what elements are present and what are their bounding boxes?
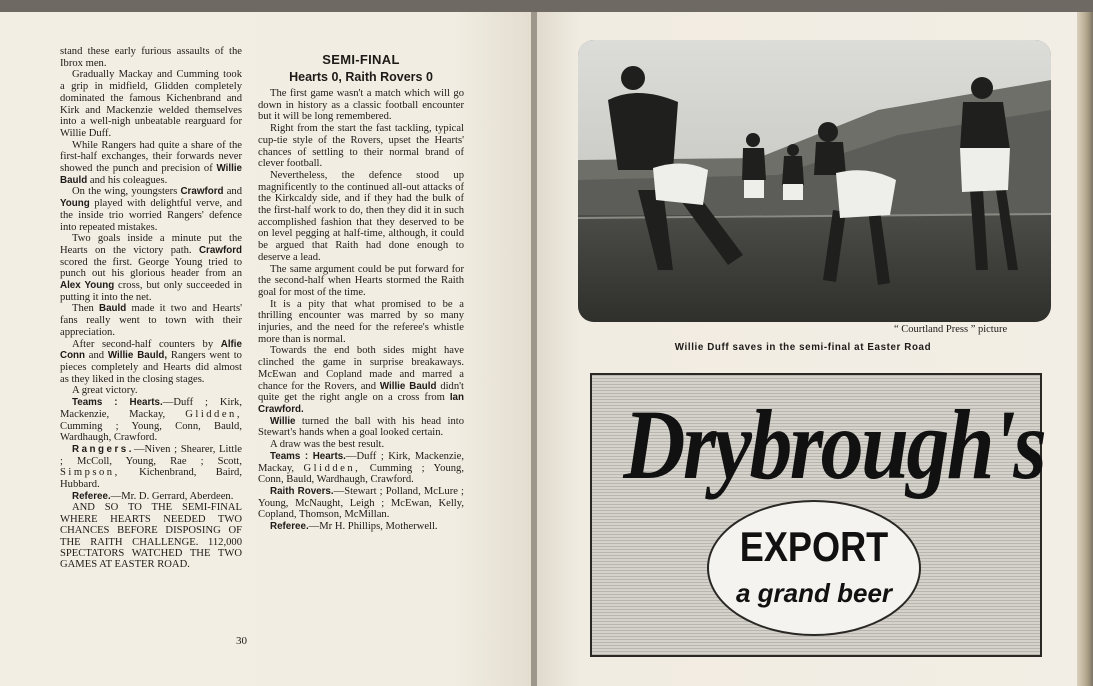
player-name: Glidden, <box>303 462 361 474</box>
teams-line <box>258 451 464 486</box>
player-name: Glidden, <box>185 408 242 420</box>
paragraph <box>60 186 242 233</box>
text: Two goals inside a minute put the Hearts on the victory path. <box>60 233 242 256</box>
player-name: Alex Young <box>60 280 115 292</box>
paragraph <box>258 345 464 415</box>
player-name: Alfie Conn <box>60 338 242 362</box>
player-name: Willie Bauld <box>379 380 437 392</box>
team-name: Hearts. <box>312 450 346 462</box>
paragraph: A great victory. <box>72 385 138 397</box>
label: Referee. <box>72 490 111 502</box>
paragraph: The first game wasn't a match which will go down in history as a classic football encounter but it will be long remembered. <box>258 88 464 123</box>
photo-caption: Willie Duff saves in the semi-final at Easter Road <box>674 342 932 353</box>
player-name: Ian Crawford. <box>258 392 464 415</box>
player-name: Crawford <box>180 186 224 198</box>
paragraph: It is a pity that what promised to be a thrilling encounter was marred by so many injuries, and the need for the referee's whistle more than is normal. <box>258 298 464 345</box>
paragraph <box>258 416 464 439</box>
player-name: Bauld <box>99 303 127 315</box>
paragraph <box>60 303 242 338</box>
paragraph: AND SO TO THE SEMI-FINAL WHERE HEARTS NEEDED TWO CHANCES BEFORE DISPOSING OF THE RAITH CHALLENGE. 112,000 SPECTATORS WATCHED THE TWO GAMES AT EASTER ROAD. <box>60 502 242 571</box>
paragraph <box>60 339 242 386</box>
page-edge <box>1077 12 1093 686</box>
teams-line <box>60 397 242 444</box>
text: On the wing, youngsters <box>72 186 178 198</box>
paragraph <box>60 233 242 303</box>
player-name: Willie Bauld <box>60 163 242 186</box>
paragraph: Nevertheless, the defence stood up magnificently to the continued all-out attacks of the Kirkcaldy side, and if they had the bulk of the first-half work to do, then they did it in such accomplished fashion that they deserved to be on level pegging at half-time, although, it could be argued that Raith had done enough to deserve a lead. <box>258 169 464 263</box>
match-result: Hearts 0, Raith Rovers 0 <box>289 70 433 84</box>
paragraph: Gradually Mackay and Cumming took a grip in midfield, Glidden completely dominated the famous Kichenbrand and Kirk and Mackenzie welded themselves into a well-nigh unbeatable rearguard for Willie Duff. <box>60 69 242 139</box>
text: —Duff ; Kirk, Mackenzie, Mackay, <box>258 450 464 474</box>
paragraph <box>60 140 242 187</box>
text: —Stewart ; Polland, McLure ; Young, McNaught, Leigh ; McEwan, Kelly, Copland, Thomson, McMillan. <box>258 485 464 521</box>
product-oval <box>707 500 921 636</box>
player-name: Crawford <box>198 244 242 256</box>
text: —Mr H. Phillips, Motherwell. <box>308 521 438 533</box>
team-name: Rangers. <box>72 443 134 455</box>
page-number: 30 <box>236 635 247 647</box>
text: Towards the end both sides might have clinched the game in surprise breakaways. McEwan and Copland made and marred a chance for the Rovers, and <box>258 345 464 392</box>
label: Teams : <box>72 397 118 409</box>
text: Kichenbrand, Baird, Hubbard. <box>60 467 242 491</box>
label: Teams : <box>270 450 309 462</box>
text: —Duff ; Kirk, Mackenzie, Mackay, <box>60 397 242 420</box>
paragraph: The same argument could be put forward for the second-half when Hearts stormed the Raith goal for most of the time. <box>258 263 464 298</box>
football-scene-illustration <box>578 40 1051 322</box>
match-photo <box>578 40 1051 322</box>
article-column-1 <box>60 46 242 571</box>
brand-logo: Drybrough's <box>623 389 1045 500</box>
paragraph: A draw was the best result. <box>270 439 385 451</box>
text: and <box>226 186 243 198</box>
team-name: Hearts. <box>129 397 163 409</box>
paragraph: stand these early furious assaults of the Ibrox men. <box>60 46 242 69</box>
article-column-2 <box>258 88 464 533</box>
text: After second-half counters by <box>72 338 214 350</box>
text: played with delightful verve, and the inside trio worried Rangers' defence into repeated mistakes. <box>60 198 243 233</box>
text: and his coleagues. <box>89 174 168 186</box>
referee-line <box>258 521 464 533</box>
teams-line <box>60 444 242 491</box>
text: Rangers went to pieces completely and Hearts did almost as they liked in the closing stages. <box>60 350 242 385</box>
section-title: SEMI-FINAL <box>322 52 400 67</box>
beer-advertisement <box>590 373 1045 657</box>
player-name: Willie <box>270 415 296 427</box>
label: Referee. <box>270 521 309 533</box>
teams-line <box>258 486 464 521</box>
text: Cumming ; Young, Conn, Bauld, Wardhaugh, Crawford. <box>60 420 242 444</box>
product-name: EXPORT <box>739 523 889 570</box>
player-name: Simpson, <box>60 467 120 479</box>
text: —Mr. D. Gerrard, Aberdeen. <box>110 490 234 502</box>
photo-credit: “ Courtland Press ” picture <box>894 324 1008 335</box>
player-name: Willie Bauld, <box>107 350 168 362</box>
text: didn't quite get the right angle on a cross from <box>258 380 464 404</box>
tagline: a grand beer <box>735 578 893 608</box>
player-name: Young <box>60 198 90 210</box>
text: While Rangers had quite a share of the first-half exchanges, their forwards never showed the punch and precision of <box>60 139 242 175</box>
text: cross, but only succeeded in putting it into the net. <box>60 280 242 303</box>
text: scored the first. George Young tried to punch out his glorious header from an <box>60 256 242 280</box>
text: made it two and Hearts' fans really went to town with their appreciation. <box>60 303 242 338</box>
paragraph: Right from the start the fast tackling, typical cup-tie style of the Rovers, upset the Hearts' chances of settling to their normal brand of clever football. <box>258 123 464 170</box>
text: —Niven ; Shearer, Little ; McColl, Young, Rae ; Scott, <box>60 443 242 467</box>
team-name: Raith Rovers. <box>270 485 334 497</box>
text: Then <box>72 303 94 315</box>
referee-line <box>60 491 242 503</box>
text: Cumming ; Young, Conn, Bauld, Wardhaugh, Crawford. <box>258 462 464 486</box>
text: turned the ball with his head into Stewart's hands when a goal looked certain. <box>258 415 464 439</box>
text: and <box>88 350 105 362</box>
